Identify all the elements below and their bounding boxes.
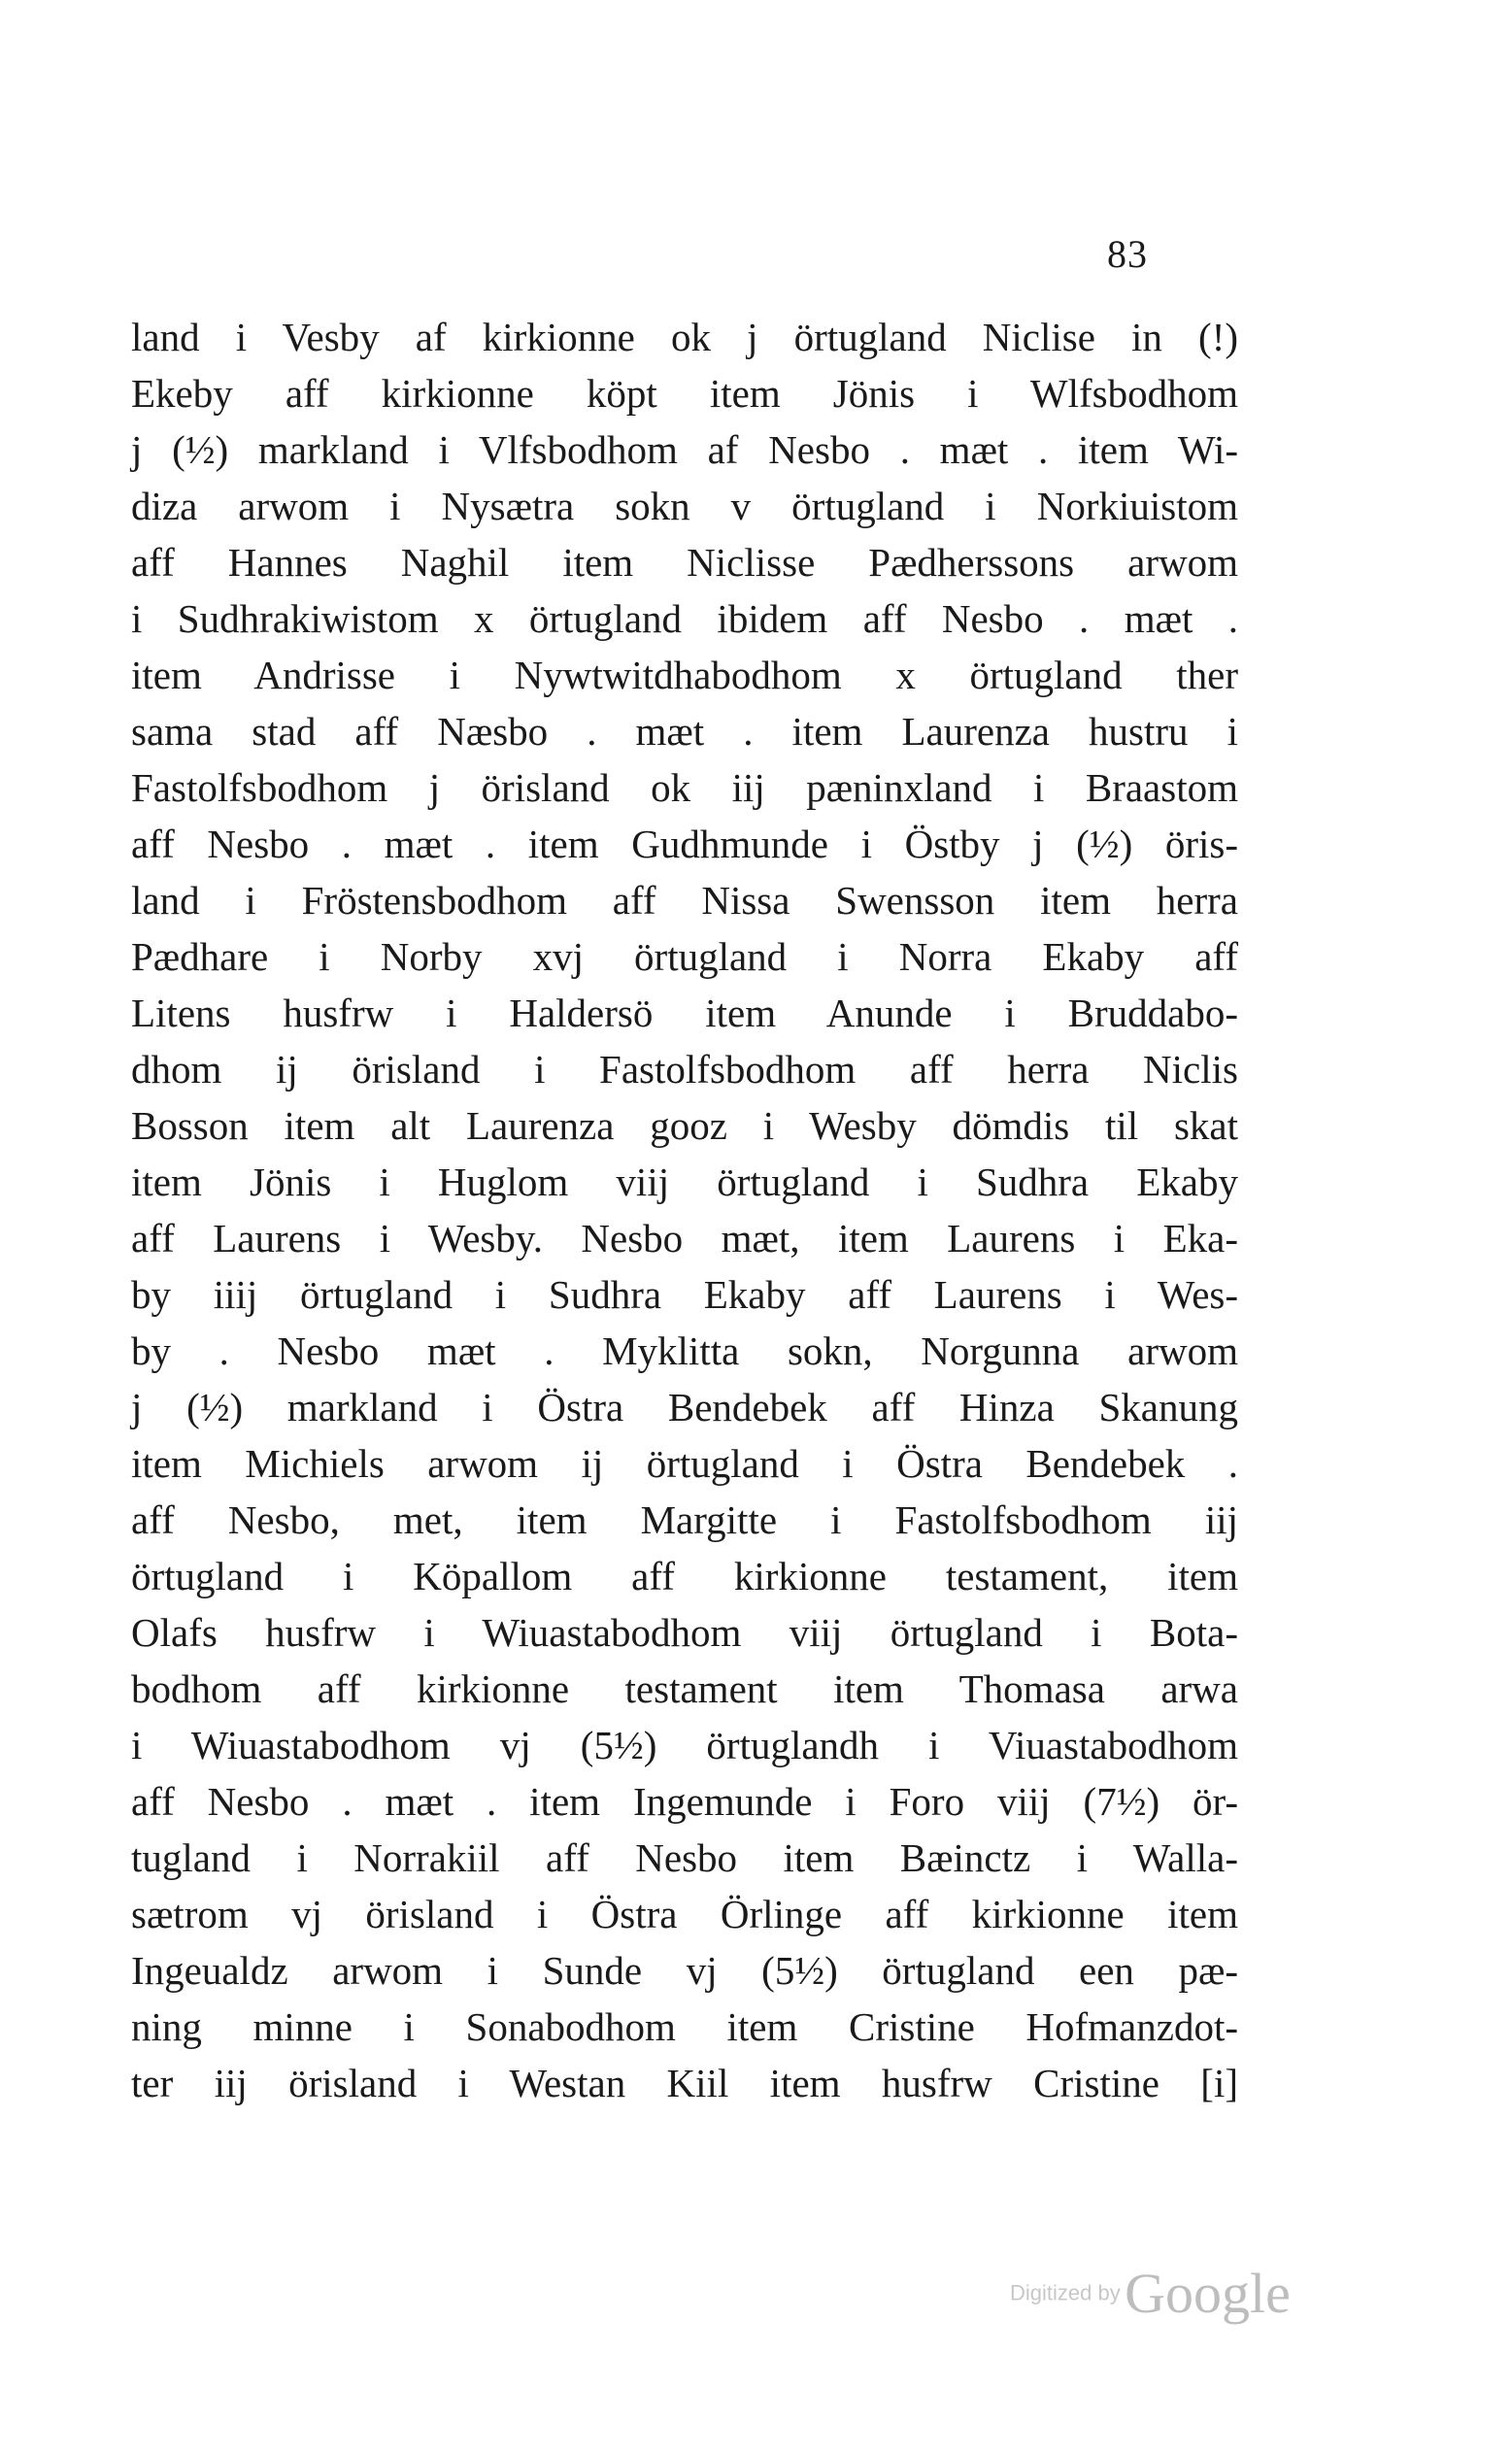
- text-line-23: örtugland i Köpallom aff kirkionne testament, item: [131, 1554, 1238, 1598]
- text-line-7: item Andrisse i Nywtwitdhabodhom x örtugland ther: [131, 653, 1238, 697]
- text-line-15: Bosson item alt Laurenza gooz i Wesby dömdis til skat: [131, 1103, 1238, 1148]
- text-line-9: Fastolfsbodhom j örisland ok iij pæninxland i Braastom: [131, 765, 1238, 810]
- google-logo: Google: [1125, 2262, 1291, 2325]
- text-line-21: item Michiels arwom ij örtugland i Östra Bendebek .: [131, 1441, 1238, 1486]
- text-line-3: j (½) markland i Vlfsbodhom af Nesbo . mæt . item Wi-: [131, 427, 1238, 472]
- text-line-29: sætrom vj örisland i Östra Örlinge aff kirkionne item: [131, 1892, 1238, 1936]
- text-line-14: dhom ij örisland i Fastolfsbodhom aff herra Niclis: [131, 1047, 1238, 1092]
- text-line-19: by . Nesbo mæt . Myklitta sokn, Norgunna arwom: [131, 1328, 1238, 1373]
- text-line-10: aff Nesbo . mæt . item Gudhmunde i Östby j (½) öris-: [131, 822, 1238, 866]
- digitized-label: Digitized by: [1010, 2280, 1121, 2305]
- text-line-28: tugland i Norrakiil aff Nesbo item Bæinctz i Walla-: [131, 1835, 1238, 1880]
- text-line-6: i Sudhrakiwistom x örtugland ibidem aff Nesbo . mæt .: [131, 596, 1238, 641]
- text-line-12: Pædhare i Norby xvj örtugland i Norra Ekaby aff: [131, 934, 1238, 979]
- text-line-22: aff Nesbo, met, item Margitte i Fastolfsbodhom iij: [131, 1497, 1238, 1542]
- text-line-4: diza arwom i Nysætra sokn v örtugland i Norkiuistom: [131, 484, 1238, 528]
- text-line-13: Litens husfrw i Haldersö item Anunde i Bruddabo-: [131, 991, 1238, 1035]
- text-line-26: i Wiuastabodhom vj (5½) örtuglandh i Viuastabodhom: [131, 1723, 1238, 1767]
- text-line-24: Olafs husfrw i Wiuastabodhom viij örtugland i Bota-: [131, 1610, 1238, 1655]
- text-line-18: by iiij örtugland i Sudhra Ekaby aff Laurens i Wes-: [131, 1272, 1238, 1317]
- digitized-watermark: [1010, 2261, 1291, 2326]
- body-text: [131, 309, 1238, 2111]
- text-line-25: bodhom aff kirkionne testament item Thomasa arwa: [131, 1666, 1238, 1711]
- text-line-17: aff Laurens i Wesby. Nesbo mæt, item Laurens i Eka-: [131, 1216, 1238, 1261]
- text-line-2: Ekeby aff kirkionne köpt item Jönis i Wlfsbodhom: [131, 371, 1238, 416]
- text-line-16: item Jönis i Huglom viij örtugland i Sudhra Ekaby: [131, 1160, 1238, 1204]
- text-line-32: ter iij örisland i Westan Kiil item husfrw Cristine [i]: [131, 2061, 1238, 2105]
- text-line-1: land i Vesby af kirkionne ok j örtugland Niclise in (!): [131, 315, 1238, 359]
- text-line-5: aff Hannes Naghil item Niclisse Pædherssons arwom: [131, 540, 1238, 585]
- text-line-8: sama stad aff Næsbo . mæt . item Laurenza hustru i: [131, 709, 1238, 754]
- text-line-20: j (½) markland i Östra Bendebek aff Hinza Skanung: [131, 1385, 1238, 1429]
- text-line-11: land i Fröstensbodhom aff Nissa Swensson item herra: [131, 878, 1238, 923]
- text-line-31: ning minne i Sonabodhom item Cristine Hofmanzdot-: [131, 2004, 1238, 2049]
- page-number: 83: [1107, 232, 1148, 276]
- text-line-27: aff Nesbo . mæt . item Ingemunde i Foro viij (7½) ör-: [131, 1779, 1238, 1824]
- text-line-30: Ingeualdz arwom i Sunde vj (5½) örtugland een pæ-: [131, 1948, 1238, 1993]
